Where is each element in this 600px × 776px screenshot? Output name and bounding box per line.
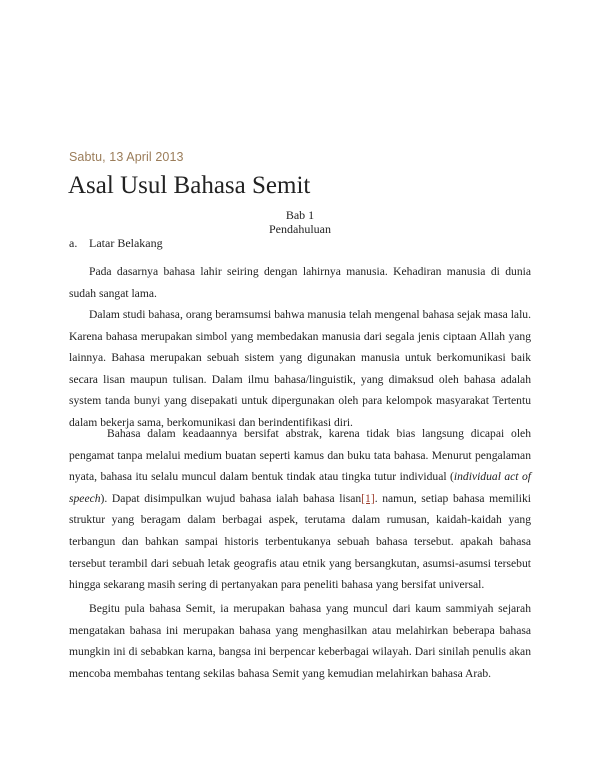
chapter-title: Pendahuluan: [269, 222, 331, 236]
post-date: Sabtu, 13 April 2013: [69, 150, 184, 164]
paragraph-2: Dalam studi bahasa, orang beramsumsi bahwa manusia telah mengenal bahasa sejak masa lalu. Karena bahasa merupakan simbol yang membedakan manusia dari segala jenis ciptaan Allah yang lainnya. Bahasa merupakan sebuah sistem yang digunakan manusia untuk berkomunikasi baik secara lisan maupun tulisan. Dalam ilmu bahasa/linguistik, yang dimaksud oleh bahasa adalah system tanda bunyi yang disepakati untuk dipergunakan oleh para kelompok masyarakat Tertentu dalam bekerja sama, berkomunikasi dan berindentifikasi diri.: [69, 308, 531, 429]
paragraph-3: [69, 423, 531, 596]
paragraph-4: Begitu pula bahasa Semit, ia merupakan bahasa yang muncul dari kaum sammiyah sejarah mengatakan bahasa ini merupakan bahasa yang menghasilkan atau melahirkan beberapa bahasa mungkin ini di sebabkan karna, bangsa ini berpencar keberbagai wilayah. Dari sinilah penulis akan mencoba membahas tentang sekilas bahasa Semit yang kemudian melahirkan bahasa Arab.: [69, 602, 531, 680]
chapter-heading: Bab 1: [285, 208, 315, 222]
footnote-link[interactable]: [1]: [361, 491, 375, 505]
paragraph-1: Pada dasarnya bahasa lahir seiring dengan lahirnya manusia. Kehadiran manusia di dunia sudah sangat lama.: [69, 265, 531, 300]
post-title[interactable]: Asal Usul Bahasa Semit: [68, 172, 311, 199]
section-title: Latar Belakang: [89, 236, 163, 250]
paragraph-3-part-b: ). Dapat disimpulkan wujud bahasa ialah bahasa lisan: [100, 491, 362, 505]
paragraph-3-part-c: . namun, setiap bahasa memiliki struktur yang beragam dalam berbagai aspek, terutama dalam rumusan, kaidah-kaidah yang terbangun dan bahkan sampai historis terbentukanya sebuah bahasa tersebut. apakah bahasa tersebut terambil dari sebuah letak geografis atau etnik yang bersangkutan, asumsi-asumsi tersebut hingga sekarang masih sering di pertanyakan para peneliti bahasa yang bersifat universal.: [69, 491, 531, 592]
section-marker: a.: [69, 236, 78, 250]
paragraph-3-italic: individual act of speech: [69, 470, 531, 505]
paragraph-3-part-a: Bahasa dalam keadaannya bersifat abstrak, karena tidak bias langsung dicapai oleh pengamat tanpa melalui medium buatan seperti kamus dan buku tata bahasa. Menurut pengalaman nyata, bahasa itu selalu muncul dalam bentuk tindak atau tingka tutur individual (: [69, 427, 531, 484]
section-heading: [69, 236, 163, 250]
